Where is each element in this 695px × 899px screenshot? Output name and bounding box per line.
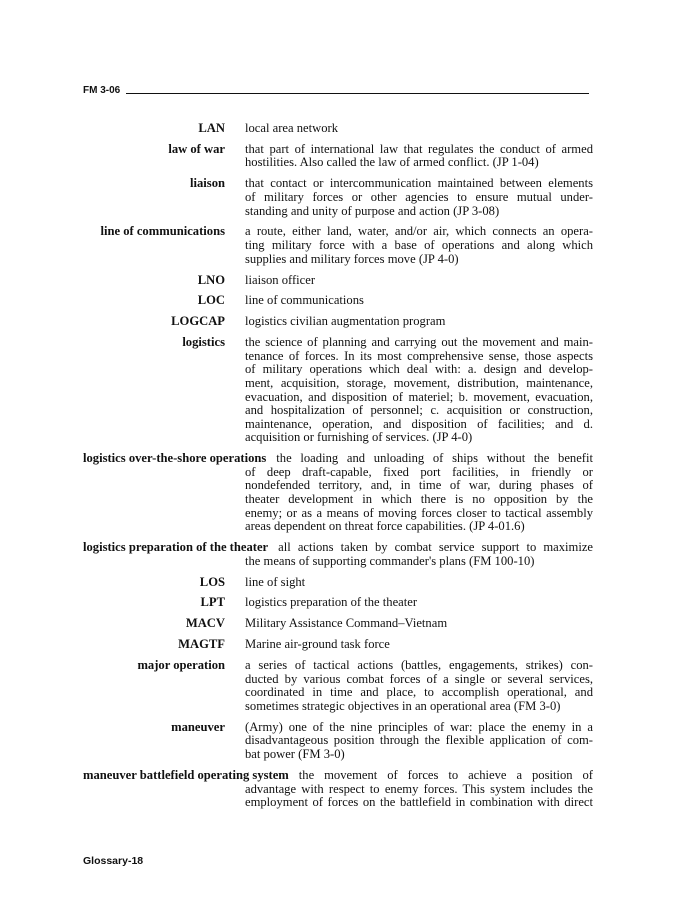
glossary-definition xyxy=(245,576,593,590)
glossary-definition xyxy=(245,638,593,652)
definition-line: (Army) one of the nine principles of war: place the enemy in a xyxy=(245,719,593,734)
glossary-term: logistics preparation of the theater xyxy=(83,540,269,555)
glossary-entry xyxy=(83,225,593,266)
glossary-definition xyxy=(245,466,593,534)
definition-line: ting military force with a base of operations and along which xyxy=(245,238,593,253)
definition-line: disadvantageous position through the flexible application of com- xyxy=(245,733,593,748)
glossary-entry xyxy=(83,122,593,136)
glossary-entry xyxy=(83,452,593,534)
glossary-definition xyxy=(245,143,593,170)
definition-line: the means of supporting commander's plans (FM 100-10) xyxy=(245,553,535,568)
definition-line: line of sight xyxy=(245,574,306,589)
definition-line: tenance of forces. In its most comprehensive sense, those aspects xyxy=(245,348,593,363)
glossary-term: line of communications xyxy=(100,224,225,239)
definition-line: Military Assistance Command–Vietnam xyxy=(245,616,448,631)
glossary-entry xyxy=(83,294,593,308)
glossary-definition xyxy=(245,294,593,308)
glossary-definition xyxy=(245,122,593,136)
definition-line: acquisition or furnishing of services. (JP 4-0) xyxy=(245,430,473,445)
definition-line: coordinated in time and place, to accomplish operational, and xyxy=(245,685,593,700)
glossary-term: LOS xyxy=(199,574,225,589)
definition-line: the movement of forces to achieve a position of xyxy=(298,767,593,782)
definition-line: logistics civilian augmentation program xyxy=(245,314,446,329)
definition-line: logistics preparation of the theater xyxy=(245,595,418,610)
glossary-definition xyxy=(245,177,593,218)
glossary-term: LPT xyxy=(200,595,225,610)
definition-line: a series of tactical actions (battles, engagements, strikes) con- xyxy=(245,658,593,673)
glossary-term: LOC xyxy=(197,293,225,308)
definition-line: of military forces or other agencies to ensure mutual under- xyxy=(245,189,593,204)
glossary-term: LOGCAP xyxy=(171,314,225,329)
glossary-entry xyxy=(83,596,593,610)
glossary-term: LNO xyxy=(197,272,225,287)
definition-line: liaison officer xyxy=(245,272,316,287)
manual-code: FM 3-06 xyxy=(83,85,121,96)
glossary-entry xyxy=(83,659,593,713)
glossary-term: MACV xyxy=(185,616,225,631)
glossary-entry xyxy=(83,638,593,652)
definition-line: local area network xyxy=(245,121,339,135)
glossary-term: MAGTF xyxy=(178,637,225,652)
definition-line: areas dependent on threat force capabilities. (JP 4-01.6) xyxy=(245,519,525,534)
definition-line: line of communications xyxy=(245,293,364,308)
definition-line: maintenance, operation, and disposition of facilities; and d. xyxy=(245,416,593,431)
glossary-entry xyxy=(83,769,593,810)
definition-line: theater development in which there is no opposition by the xyxy=(245,492,593,507)
glossary-entry xyxy=(83,617,593,631)
glossary-entry xyxy=(83,315,593,329)
glossary-term: LAN xyxy=(198,121,225,135)
definition-line: ducted by various combat forces of a single or several services, xyxy=(245,671,593,686)
glossary-term: major operation xyxy=(137,658,225,673)
glossary-term: logistics over-the-shore operations xyxy=(83,451,267,466)
glossary-definition xyxy=(245,225,593,266)
glossary-definition xyxy=(245,555,593,569)
definition-line: employment of forces on the battlefield in combination with direct xyxy=(245,795,593,810)
definition-line: Marine air-ground task force xyxy=(245,637,390,652)
definition-line: of military operations which deal with: a. design and develop- xyxy=(245,362,593,377)
glossary-entry xyxy=(83,336,593,445)
definition-line: bat power (FM 3-0) xyxy=(245,747,345,762)
definition-line: hostilities. Also called the law of armed conflict. (JP 1-04) xyxy=(245,155,539,170)
glossary-definition xyxy=(245,315,593,329)
definition-line: and hospitalization of personnel; c. acquisition or construction, xyxy=(245,403,593,418)
definition-line: ment, acquisition, storage, movement, distribution, maintenance, xyxy=(245,375,593,390)
glossary-term: maneuver xyxy=(171,719,225,734)
definition-line: enemy; or as a means of moving forces closer to tactical assembly xyxy=(245,505,593,520)
glossary-definition xyxy=(245,659,593,713)
glossary-definition xyxy=(245,274,593,288)
glossary-definition xyxy=(245,783,593,810)
glossary-definition xyxy=(245,336,593,445)
definition-line: advantage with respect to enemy forces. This system includes the xyxy=(245,781,593,796)
header-rule xyxy=(126,93,589,94)
page-number: Glossary-18 xyxy=(83,855,144,867)
glossary-definition xyxy=(245,596,593,610)
definition-line: the loading and unloading of ships without the benefit xyxy=(276,451,593,466)
glossary-definition xyxy=(245,721,593,762)
glossary-definition xyxy=(245,617,593,631)
glossary-entry xyxy=(83,576,593,590)
glossary-entry xyxy=(83,541,593,568)
definition-line: evacuation, and disposition of materiel; b. movement, evacuation, xyxy=(245,389,593,404)
glossary-entry xyxy=(83,274,593,288)
definition-line: sometimes strategic objectives in an operational area (FM 3-0) xyxy=(245,698,561,713)
glossary-list xyxy=(83,122,593,817)
definition-line: supplies and military forces move (JP 4-0) xyxy=(245,251,459,266)
glossary-entry xyxy=(83,177,593,218)
glossary-term: maneuver battlefield operating system xyxy=(83,767,289,782)
page-header xyxy=(83,85,589,96)
definition-line: standing and unity of purpose and action (JP 3-08) xyxy=(245,203,500,218)
definition-line: a route, either land, water, and/or air, which connects an opera- xyxy=(245,224,593,239)
definition-line: all actions taken by combat service support to maximize xyxy=(278,540,593,555)
definition-line: that part of international law that regulates the conduct of armed xyxy=(245,141,593,156)
glossary-term: law of war xyxy=(168,141,225,156)
definition-line: nondefended territory, and, in time of war, during phases of xyxy=(245,478,593,493)
glossary-entry xyxy=(83,143,593,170)
definition-line: the science of planning and carrying out the movement and main- xyxy=(245,335,593,350)
definition-line: that contact or intercommunication maintained between elements xyxy=(245,176,593,191)
glossary-term: logistics xyxy=(182,335,225,350)
glossary-entry xyxy=(83,721,593,762)
glossary-term: liaison xyxy=(190,176,225,191)
definition-line: of deep draft-capable, fixed port facilities, in friendly or xyxy=(245,464,593,479)
